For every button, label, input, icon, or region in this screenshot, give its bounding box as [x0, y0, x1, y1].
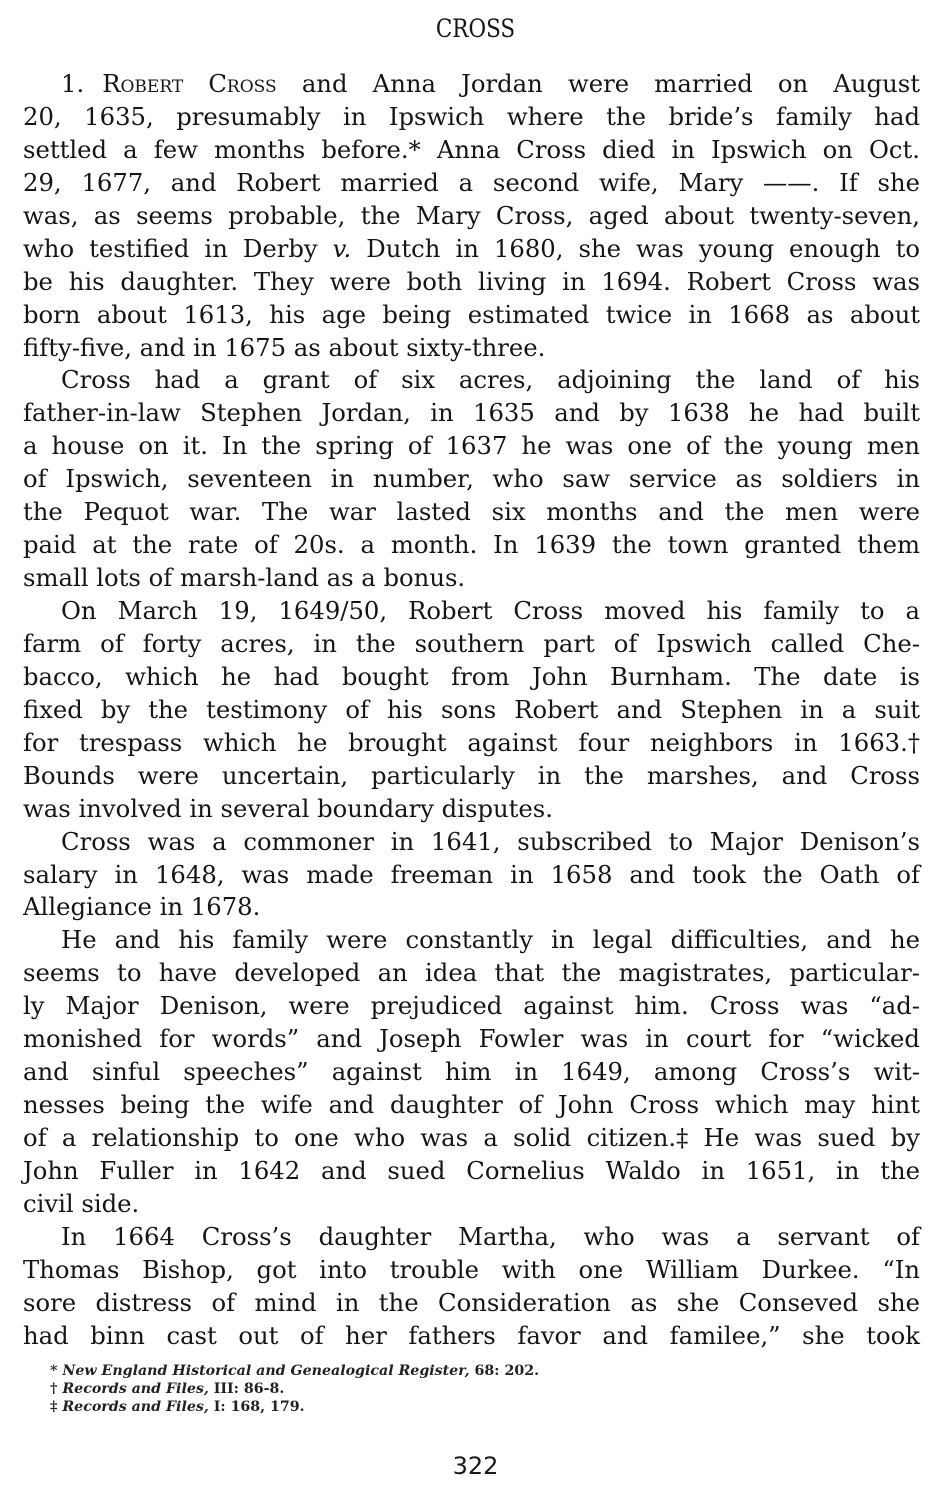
footnote [50, 1380, 750, 1398]
text-line: Cross was a commoner in 1641, subscribed to Major Denison’s [61, 826, 920, 856]
text-line: On March 19, 1649/50, Robert Cross moved his family to a [61, 596, 920, 625]
text-line: of a relationship to one who was a solid citizen.‡ He was sued by [23, 1123, 920, 1152]
text-line: He and his family were constantly in legal difficulties, and he [61, 925, 920, 955]
text-line: who testified in Derby v. Dutch in 1680, she was young enough to [23, 233, 920, 263]
text-line: 20, 1635, presumably in Ipswich where the bride’s family had [23, 101, 920, 131]
text-line: bacco, which he had bought from John Burnham. The date is [23, 661, 920, 691]
footnote [50, 1398, 750, 1416]
text-line: In 1664 Cross’s daughter Martha, who was a servant of [61, 1221, 920, 1251]
text-line: nesses being the wife and daughter of John Cross which may hint [23, 1090, 920, 1120]
footnotes [50, 1362, 750, 1416]
text-line [23, 68, 920, 101]
line-text: and Anna Jordan were married on August [301, 69, 920, 98]
text-line: and sinful speeches” against him in 1649, among Cross’s wit- [23, 1057, 920, 1087]
footnote-mark: † [50, 1381, 58, 1397]
text-line: farm of forty acres, in the southern part of Ipswich called Che- [23, 628, 920, 658]
text-line: be his daughter. They were both living in 1694. Robert Cross was [23, 266, 920, 296]
text-line: was involved in several boundary disputes. [23, 793, 553, 823]
entry-name: Robert Cross [102, 69, 277, 98]
text-line: Allegiance in 1678. [23, 892, 261, 922]
text-line: was, as seems probable, the Mary Cross, aged about twenty-seven, [23, 200, 920, 230]
text-line: monished for words” and Joseph Fowler was in court for “wicked [23, 1024, 920, 1054]
entry-number: 1. [61, 69, 85, 98]
text-line: salary in 1648, was made freeman in 1658 and took the Oath of [23, 859, 920, 889]
footnote [50, 1362, 750, 1380]
text-line: seems to have developed an idea that the magistrates, particular- [23, 958, 920, 988]
footnote-source: Records and Files, [62, 1381, 209, 1397]
body-text [23, 68, 920, 1353]
text-line: had binn cast out of her fathers favor and familee,” she took [23, 1320, 920, 1350]
footnote-mark: ‡ [50, 1399, 58, 1415]
footnote-ref: III: 86-8. [213, 1381, 285, 1397]
versus-italic: v. [332, 233, 352, 263]
page-title: CROSS [435, 14, 516, 43]
footnote-source: Records and Files, [62, 1399, 209, 1415]
text-line: a house on it. In the spring of 1637 he was one of the young men [23, 431, 920, 461]
text-line: fixed by the testimony of his sons Robert and Stephen in a suit [23, 694, 920, 724]
footnote-ref: 68: 202. [474, 1363, 540, 1379]
text-line: civil side. [23, 1188, 140, 1218]
text-line: Cross had a grant of six acres, adjoining the land of his [61, 365, 920, 395]
text-line: for trespass which he brought against four neighbors in 1663.† [23, 727, 920, 757]
footnote-mark: * [50, 1363, 58, 1379]
text-line: 29, 1677, and Robert married a second wife, Mary ——. If she [23, 167, 920, 197]
text-line: small lots of marsh-land as a bonus. [23, 563, 466, 593]
text-line: of Ipswich, seventeen in number, who saw service as soldiers in [23, 464, 920, 494]
text-line: the Pequot war. The war lasted six months and the men were [23, 497, 920, 527]
text-line: Thomas Bishop, got into trouble with one William Durkee. “In [23, 1254, 920, 1284]
text-line: John Fuller in 1642 and sued Cornelius Waldo in 1651, in the [23, 1155, 920, 1185]
text-line: Bounds were uncertain, particularly in the marshes, and Cross [23, 760, 920, 790]
page-number: 322 [452, 1452, 499, 1480]
text-line: ly Major Denison, were prejudiced against him. Cross was “ad- [23, 991, 920, 1021]
footnote-source: New England Historical and Genealogical Register, [62, 1363, 470, 1379]
text-line: paid at the rate of 20s. a month. In 1639 the town granted them [23, 530, 920, 560]
text-line: settled a few months before.* Anna Cross died in Ipswich on Oct. [23, 134, 920, 164]
text-line: father-in-law Stephen Jordan, in 1635 and by 1638 he had built [23, 398, 920, 428]
text-line: fifty-five, and in 1675 as about sixty-three. [23, 332, 546, 362]
text-line: born about 1613, his age being estimated twice in 1668 as about [23, 299, 920, 329]
text-line: sore distress of mind in the Consideration as she Conseved she [23, 1287, 920, 1317]
footnote-ref: I: 168, 179. [213, 1399, 305, 1415]
